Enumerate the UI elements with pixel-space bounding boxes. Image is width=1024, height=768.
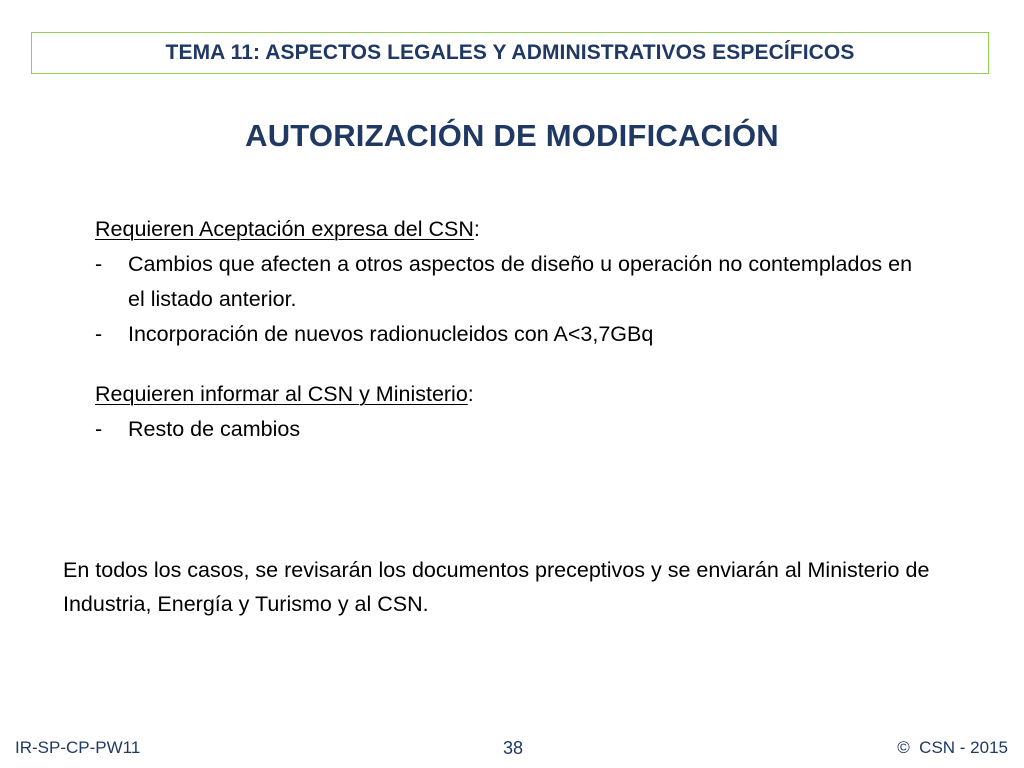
section-heading-colon: : (473, 217, 480, 241)
footer-document-code: IR-SP-CP-PW11 (15, 738, 141, 757)
bullet-item (95, 412, 915, 447)
footer-page-number: 38 (503, 738, 524, 758)
section-informar (95, 377, 915, 447)
section-heading (95, 377, 915, 412)
bullet-text: Cambios que afecten a otros aspectos de diseño u operación no contemplados en el listado anterior. (128, 252, 913, 311)
bullet-list (95, 247, 915, 352)
slide-title: AUTORIZACIÓN DE MODIFICACIÓN (245, 118, 779, 153)
section-heading-text: Requieren Aceptación expresa del CSN (95, 217, 474, 241)
section-aceptacion (95, 212, 915, 352)
header-frame (31, 32, 989, 74)
header-title: TEMA 11: ASPECTOS LEGALES Y ADMINISTRATIVOS ESPECÍFICOS (165, 41, 855, 64)
bullet-text: Incorporación de nuevos radionucleidos con A<3,7GBq (128, 322, 654, 346)
closing-paragraph: En todos los casos, se revisarán los documentos preceptivos y se enviarán al Ministerio de Industria, Energía y Turismo y al CSN. (63, 558, 930, 616)
bullet-dash: - (95, 252, 103, 276)
section-heading (95, 212, 915, 247)
section-heading-colon: : (467, 382, 474, 406)
bullet-dash: - (95, 322, 103, 346)
bullet-list (95, 412, 915, 447)
bullet-dash: - (95, 417, 103, 441)
section-heading-text: Requieren informar al CSN y Ministerio (95, 382, 468, 406)
bullet-item (95, 317, 915, 352)
footer-copyright: © CSN - 2015 (897, 738, 1008, 757)
bullet-text: Resto de cambios (128, 417, 301, 441)
bullet-item (95, 247, 915, 317)
